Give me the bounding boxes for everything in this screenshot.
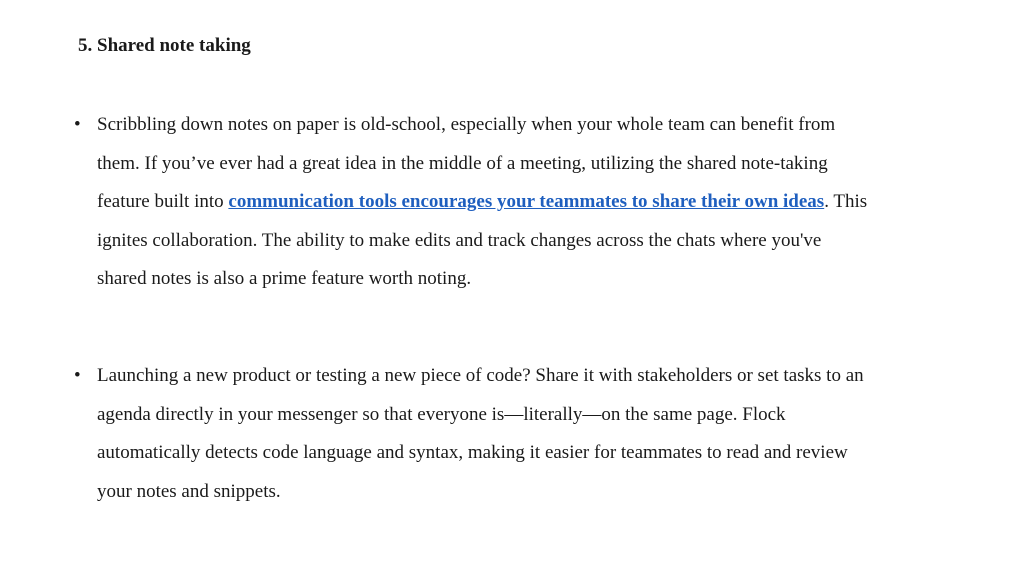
bullet-marker: • xyxy=(74,114,81,135)
bullet-item-note-taking xyxy=(74,106,874,299)
bullet-marker: • xyxy=(74,365,81,386)
communication-tools-link[interactable]: communication tools encourages your teammates to share their own ideas xyxy=(228,191,825,212)
section-heading: 5. Shared note taking xyxy=(78,35,251,56)
bullet-paragraph xyxy=(97,106,874,299)
bullet-text-end: . This ignites collaboration. The ability to make edits and track changes across the chats where you've shared notes is also a prime feature worth noting. xyxy=(97,191,868,289)
bullet-text-start: Scribbling down notes on paper is old-school, especially when your whole team can benefit from them. If you’ve ever had a great idea in the middle of a meeting, utilizing the shared note-taking feature built into xyxy=(97,114,836,212)
bullet-item-code-sharing xyxy=(74,357,874,511)
bullet-paragraph: Launching a new product or testing a new piece of code? Share it with stakeholders or set tasks to an agenda directly in your messenger so that everyone is—literally—on the same page. Flock automatically detects code language and syntax, making it easier for teammates to read and review your notes and snippets. xyxy=(97,365,864,502)
